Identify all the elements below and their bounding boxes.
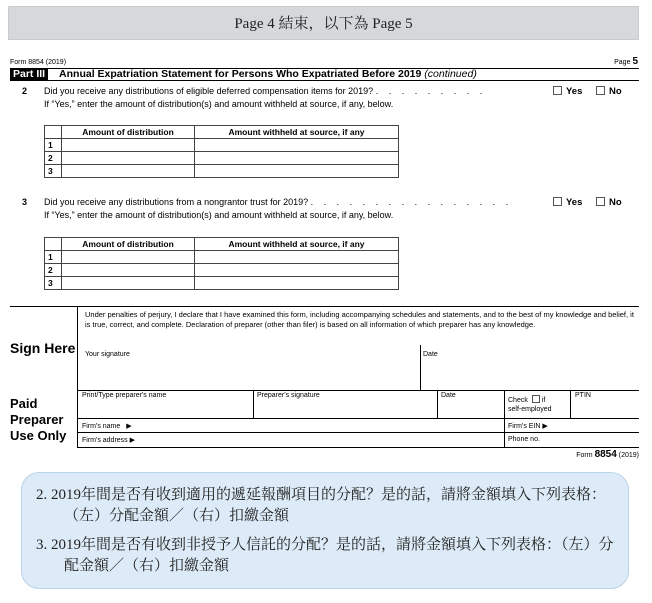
yes-checkbox[interactable]: [553, 197, 562, 206]
form-footer: [576, 449, 639, 460]
form-id: Form 8854 (2019): [10, 59, 67, 66]
arrow-icon: ▶: [129, 437, 136, 444]
part-continued: (continued): [424, 68, 477, 80]
table-row: [45, 264, 399, 277]
check-label: Check: [508, 397, 528, 404]
question-2-table: [44, 125, 399, 178]
amount-cell[interactable]: [62, 264, 195, 277]
table-row: [45, 165, 399, 178]
footer-form-number: 8854: [594, 449, 617, 460]
row-number: 2: [45, 152, 62, 165]
footer-prefix: Form: [576, 452, 593, 459]
firm-ein-text: Firm's EIN: [508, 423, 541, 430]
amount-cell[interactable]: [62, 251, 195, 264]
preparer-date-label: Date: [441, 392, 456, 399]
arrow-icon: ▶: [542, 423, 548, 430]
withheld-cell[interactable]: [195, 165, 399, 178]
column-header-amount: Amount of distribution: [62, 126, 195, 139]
yes-label: Yes: [566, 86, 583, 97]
use-only-label-line: Use Only: [10, 428, 67, 443]
question-3-number: 3: [22, 197, 28, 207]
question-2-instructions: If “Yes,” enter the amount of distribution(s) and amount withheld at source, if any, below.: [44, 99, 394, 109]
page-number: [614, 56, 638, 67]
withheld-cell[interactable]: [195, 139, 399, 152]
table-row: [45, 152, 399, 165]
question-3-text: [44, 197, 512, 207]
row-number: 3: [45, 277, 62, 290]
row-divider: [77, 432, 639, 433]
question-2-label: Did you receive any distributions of eligible deferred compensation items for 2019?: [44, 86, 374, 96]
page-prefix: Page: [614, 59, 631, 66]
self-employed-label: self-employed: [508, 406, 552, 413]
sign-date-label: Date: [423, 351, 438, 358]
sign-section-divider: [10, 306, 639, 307]
if-label: if: [541, 397, 546, 404]
amount-cell[interactable]: [62, 152, 195, 165]
phone-label: Phone no.: [508, 436, 540, 443]
perjury-statement: Under penalties of perjury, I declare that I have examined this form, including accompanying schedules and statements, and to the best of my knowledge and belief, it is true, correct, and complete. Declaration of preparer (other than filer) is based on all information of which preparer has any knowledge.: [85, 310, 634, 329]
column-header-withheld: Amount withheld at source, if any: [195, 238, 399, 251]
table-corner: [45, 126, 62, 139]
row-number: 1: [45, 139, 62, 152]
firm-name-label: [82, 422, 132, 430]
part-tag: Part III: [10, 69, 48, 80]
note-item: 3. 2019年間是否有收到非授予人信託的分配？是的話，請將金額填入下列表格：（左）分配金額／（右）扣繳金額: [36, 537, 614, 574]
preparer-name-label: Print/Type preparer's name: [82, 392, 167, 399]
table-row: [45, 277, 399, 290]
column-header-withheld: Amount withheld at source, if any: [195, 126, 399, 139]
question-3-yes[interactable]: [553, 197, 582, 208]
firm-name-text: Firm's name: [82, 423, 121, 430]
amount-cell[interactable]: [62, 165, 195, 178]
signature-field[interactable]: [85, 362, 415, 388]
column-divider: [570, 390, 571, 418]
arrow-icon: ▶: [126, 423, 132, 430]
footer-year: (2019): [618, 452, 639, 459]
question-3-no[interactable]: [596, 197, 622, 208]
preparer-signature-label: Preparer's signature: [257, 392, 320, 399]
withheld-cell[interactable]: [195, 152, 399, 165]
no-label: No: [609, 197, 622, 208]
table-row: [45, 251, 399, 264]
part-title: Annual Expatriation Statement for Persons Who Expatriated Before 2019: [59, 68, 422, 80]
question-3-dots: . . . . . . . . . . . . . . . .: [310, 197, 513, 207]
note-item: 2. 2019年間是否有收到適用的遞延報酬項目的分配？是的話，請將金額填入下列表格：（左）分配金額／（右）扣繳金額: [36, 487, 607, 524]
withheld-cell[interactable]: [195, 264, 399, 277]
firm-address-label: [82, 436, 135, 444]
no-checkbox[interactable]: [596, 86, 605, 95]
column-divider: [437, 390, 438, 418]
paid-label-line: Paid: [10, 396, 38, 411]
row-divider: [77, 418, 639, 419]
sign-vertical-divider: [77, 306, 78, 390]
firm-ein-label: [508, 422, 548, 430]
row-number: 1: [45, 251, 62, 264]
yes-label: Yes: [566, 197, 583, 208]
page-number-value: 5: [632, 56, 638, 67]
date-divider: [420, 345, 421, 390]
withheld-cell[interactable]: [195, 277, 399, 290]
column-divider: [253, 390, 254, 418]
question-3-table: [44, 237, 399, 290]
page-break-banner: Page 4 結束，以下為 Page 5: [8, 6, 639, 40]
no-checkbox[interactable]: [596, 197, 605, 206]
row-number: 3: [45, 165, 62, 178]
table-corner: [45, 238, 62, 251]
column-divider: [504, 390, 505, 448]
question-3-instructions: If “Yes,” enter the amount of distribution(s) and amount withheld at source, if any, below.: [44, 210, 394, 220]
amount-cell[interactable]: [62, 277, 195, 290]
firm-address-text: Firm's address: [82, 437, 128, 444]
sign-here-label: Sign Here: [10, 340, 76, 356]
yes-checkbox[interactable]: [553, 86, 562, 95]
question-2-text: [44, 86, 486, 96]
self-employed-checkbox[interactable]: [532, 395, 540, 403]
no-label: No: [609, 86, 622, 97]
self-employed-check[interactable]: [508, 395, 552, 414]
question-2-number: 2: [22, 86, 28, 96]
row-number: 2: [45, 264, 62, 277]
question-2-no[interactable]: [596, 86, 622, 97]
table-row: [45, 139, 399, 152]
amount-cell[interactable]: [62, 139, 195, 152]
preparer-label-line: Preparer: [10, 412, 64, 427]
your-signature-label: Your signature: [85, 351, 130, 358]
question-2-dots: . . . . . . . . .: [375, 86, 487, 96]
part-header: [10, 68, 639, 81]
question-3-label: Did you receive any distributions from a nongrantor trust for 2019?: [44, 197, 309, 207]
paid-preparer-label: [10, 396, 66, 444]
ptin-label: PTIN: [575, 392, 591, 399]
translation-note: [21, 472, 629, 589]
withheld-cell[interactable]: [195, 251, 399, 264]
question-2-yes[interactable]: [553, 86, 582, 97]
column-header-amount: Amount of distribution: [62, 238, 195, 251]
